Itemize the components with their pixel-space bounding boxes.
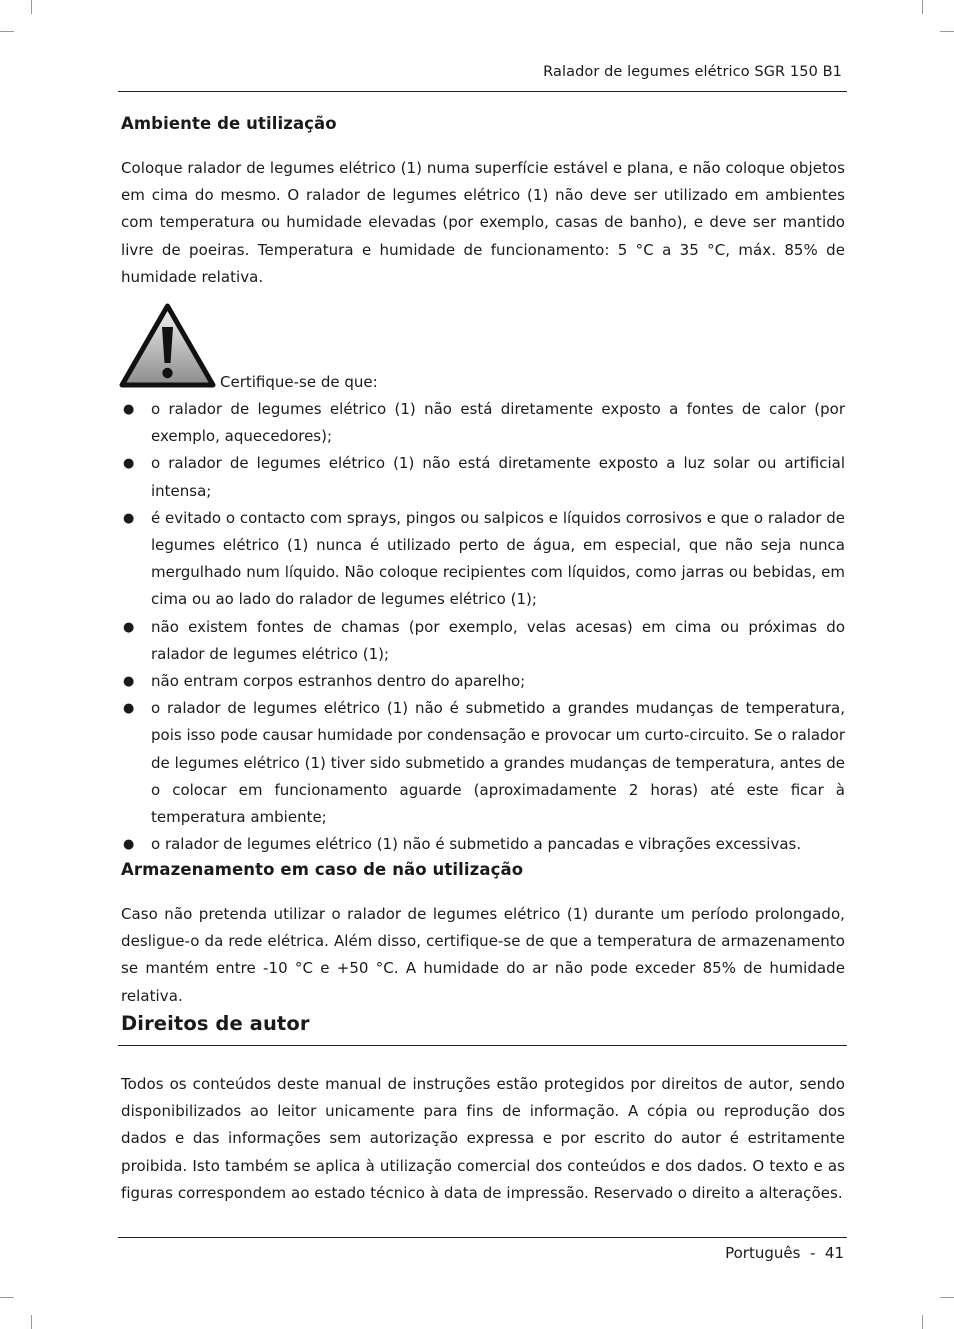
crop-mark [940,1297,954,1298]
crop-mark [922,1315,923,1329]
list-item: ● não existem fontes de chamas (por exemplo, velas acesas) em cima ou próximas do ralador de legumes elétrico (1); [121,614,845,668]
crop-mark [940,31,954,32]
section-storage-body [121,901,845,1010]
page-footer: Português - 41 [725,1244,844,1262]
footer-rule [118,1237,847,1238]
list-item: ● o ralador de legumes elétrico (1) não é submetido a pancadas e vibrações excessivas. [121,831,845,858]
bullet-icon: ● [123,510,135,526]
bullet-icon: ● [123,674,135,690]
list-item: ● o ralador de legumes elétrico (1) não está diretamente exposto a fontes de calor (por exemplo, aquecedores); [121,396,845,450]
list-item: ● o ralador de legumes elétrico (1) não está diretamente exposto a luz solar ou artificial intensa; [121,450,845,504]
bullet-icon: ● [123,456,135,472]
bullet-icon: ● [123,837,135,853]
paragraph: Coloque ralador de legumes elétrico (1) numa superfície estável e plana, e não coloque objetos em cima do mesmo. O ralador de legumes elétrico (1) não deve ser utilizado em ambientes com temperatura ou humidade elevadas (por exemplo, casas de banho), e deve ser mantido livre de poeiras. Temperatura e humidade de funcionamento: 5 °C a 35 °C, máx. 85% de humidade relativa. [121,159,845,286]
crop-mark [0,31,14,32]
section-usage-environment-body [121,155,845,291]
section-heading: Armazenamento em caso de não utilização [121,860,524,879]
section-usage-environment [121,114,845,133]
section-storage [121,860,845,879]
section-copyright [121,1012,845,1035]
warning-label: Certifique-se de que: [220,373,378,391]
heading-rule [118,1045,847,1046]
bullet-icon: ● [123,402,135,417]
paragraph: Todos os conteúdos deste manual de instruções estão protegidos por direitos de autor, sendo disponibilizados ao leitor unicamente para fins de informação. A cópia ou reprodução dos dados e das informações sem autorização expressa e por escrito do autor é estritamente proibida. Isto também se aplica à utilização comercial dos conteúdos e dos dados. O texto e as figuras correspondem ao estado técnico à data de impressão. Reservado o direito a alterações. [121,1075,845,1202]
bullet-icon: ● [123,701,135,717]
bullet-icon: ● [123,619,135,635]
crop-mark [31,0,32,14]
list-item: ● não entram corpos estranhos dentro do aparelho; [121,668,845,695]
warning-list [121,396,845,858]
crop-mark [0,1297,14,1298]
chapter-heading: Direitos de autor [121,1012,310,1035]
crop-mark [31,1315,32,1329]
list-item: ● é evitado o contacto com sprays, pingos ou salpicos e líquidos corrosivos e que o ralador de legumes elétrico (1) nunca é utilizado perto de água, em especial, que não seja nunca mergulhado num líquido. Não coloque recipientes com líquidos, como jarras ou bebidas, em cima ou ao lado do ralador de legumes elétrico (1); [121,505,845,614]
list-item: ● o ralador de legumes elétrico (1) não é submetido a grandes mudanças de temperatura, pois isso pode causar humidade por condensação e provocar um curto-circuito. Se o ralador de legumes elétrico (1) tiver sido submetido a grandes mudanças de temperatura, antes de o colocar em funcionamento aguarde (aproximadamente 2 horas) até este ficar à temperatura ambiente; [121,695,845,831]
warning-triangle-icon [119,303,216,389]
crop-mark [922,0,923,14]
running-header: Ralador de legumes elétrico SGR 150 B1 [543,64,842,80]
section-copyright-body [121,1071,845,1207]
section-heading: Ambiente de utilização [121,114,337,133]
header-rule [118,91,847,92]
paragraph: Caso não pretenda utilizar o ralador de legumes elétrico (1) durante um período prolongado, desligue-o da rede elétrica. Além disso, certifique-se de que a temperatura de armazenamento se mantém entre -10 °C e +50 °C. A humidade do ar não pode exceder 85% de humidade relativa. [121,905,845,1005]
